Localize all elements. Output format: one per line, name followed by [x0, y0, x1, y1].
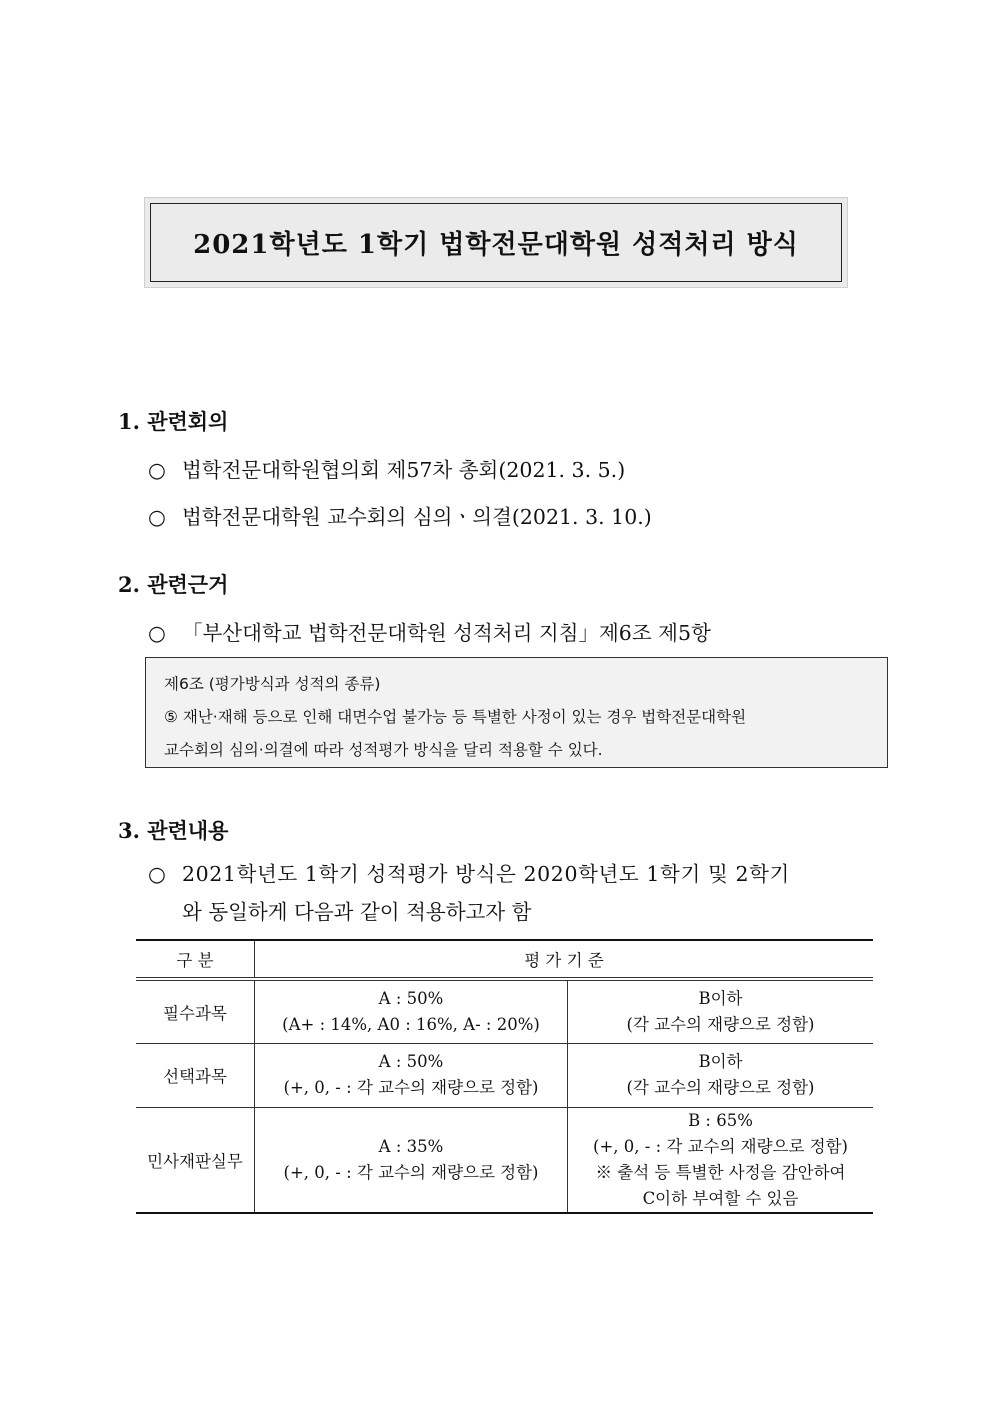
paragraph-line: 와 동일하게 다음과 같이 적용하고자 함 [182, 900, 532, 924]
criteria-b-cell [568, 979, 874, 1043]
criteria-a-cell [255, 1043, 568, 1107]
list-item [148, 453, 625, 483]
content-paragraph [148, 855, 874, 931]
criteria-a-cell [255, 979, 568, 1043]
document-title: 2021학년도 1학기 법학전문대학원 성적처리 방식 [150, 203, 842, 282]
list-item-text: 법학전문대학원 교수회의 심의ㆍ의결(2021. 3. 10.) [182, 505, 652, 529]
row-category: 민사재판실무 [136, 1107, 255, 1213]
header-category: 구 분 [136, 940, 255, 979]
cell-line: B이하 [698, 1052, 743, 1071]
list-item-text: 「부산대학교 법학전문대학원 성적처리 지침」제6조 제5항 [182, 621, 711, 645]
quote-line: ⑤ 재난·재해 등으로 인해 대면수업 불가능 등 특별한 사정이 있는 경우 법학전문대학원 [164, 708, 747, 726]
cell-line: C이하 부여할 수 있음 [642, 1188, 799, 1208]
quote-line: 교수회의 심의·의결에 따라 성적평가 방식을 달리 적용할 수 있다. [164, 741, 603, 759]
cell-line: A : 50% [378, 1052, 444, 1071]
list-item [148, 616, 711, 646]
cell-line: A : 50% [378, 988, 444, 1008]
table-row [136, 1107, 873, 1213]
bullet-icon: ○ [148, 621, 166, 645]
row-category: 필수과목 [136, 979, 255, 1043]
grading-table [136, 939, 873, 1214]
cell-line: (+, 0, - : 각 교수의 재량으로 정함) [593, 1136, 848, 1156]
row-category: 선택과목 [136, 1043, 255, 1107]
cell-line: B : 65% [688, 1110, 753, 1130]
table-row [136, 979, 873, 1043]
cell-line: (각 교수의 재량으로 정함) [626, 1078, 815, 1097]
title-box [144, 197, 848, 288]
regulation-quote-box [145, 657, 888, 768]
table-row [136, 1043, 873, 1107]
bullet-icon: ○ [148, 458, 166, 482]
section-heading-3: 3. 관련내용 [118, 818, 229, 843]
cell-line: (각 교수의 재량으로 정함) [626, 1014, 815, 1034]
criteria-a-cell [255, 1107, 568, 1213]
list-item [148, 500, 652, 530]
bullet-icon: ○ [148, 505, 166, 529]
section-heading-1: 1. 관련회의 [118, 409, 229, 434]
section-heading-2: 2. 관련근거 [118, 572, 229, 597]
cell-line: (A+ : 14%, A0 : 16%, A- : 20%) [282, 1014, 540, 1034]
cell-line: A : 35% [378, 1136, 444, 1156]
cell-line: ※ 출석 등 특별한 사정을 감안하여 [595, 1162, 846, 1182]
cell-line: B이하 [698, 988, 743, 1008]
list-item-text: 법학전문대학원협의회 제57차 총회(2021. 3. 5.) [182, 458, 626, 482]
header-criteria: 평 가 기 준 [255, 940, 874, 979]
cell-line: (+, 0, - : 각 교수의 재량으로 정함) [283, 1162, 539, 1182]
cell-line: (+, 0, - : 각 교수의 재량으로 정함) [283, 1078, 539, 1097]
table-header-row [136, 940, 873, 979]
criteria-b-cell [568, 1107, 874, 1213]
quote-line: 제6조 (평가방식과 성적의 종류) [164, 675, 381, 693]
criteria-b-cell [568, 1043, 874, 1107]
bullet-icon: ○ [148, 862, 166, 886]
paragraph-line: 2021학년도 1학기 성적평가 방식은 2020학년도 1학기 및 2학기 [182, 862, 790, 886]
